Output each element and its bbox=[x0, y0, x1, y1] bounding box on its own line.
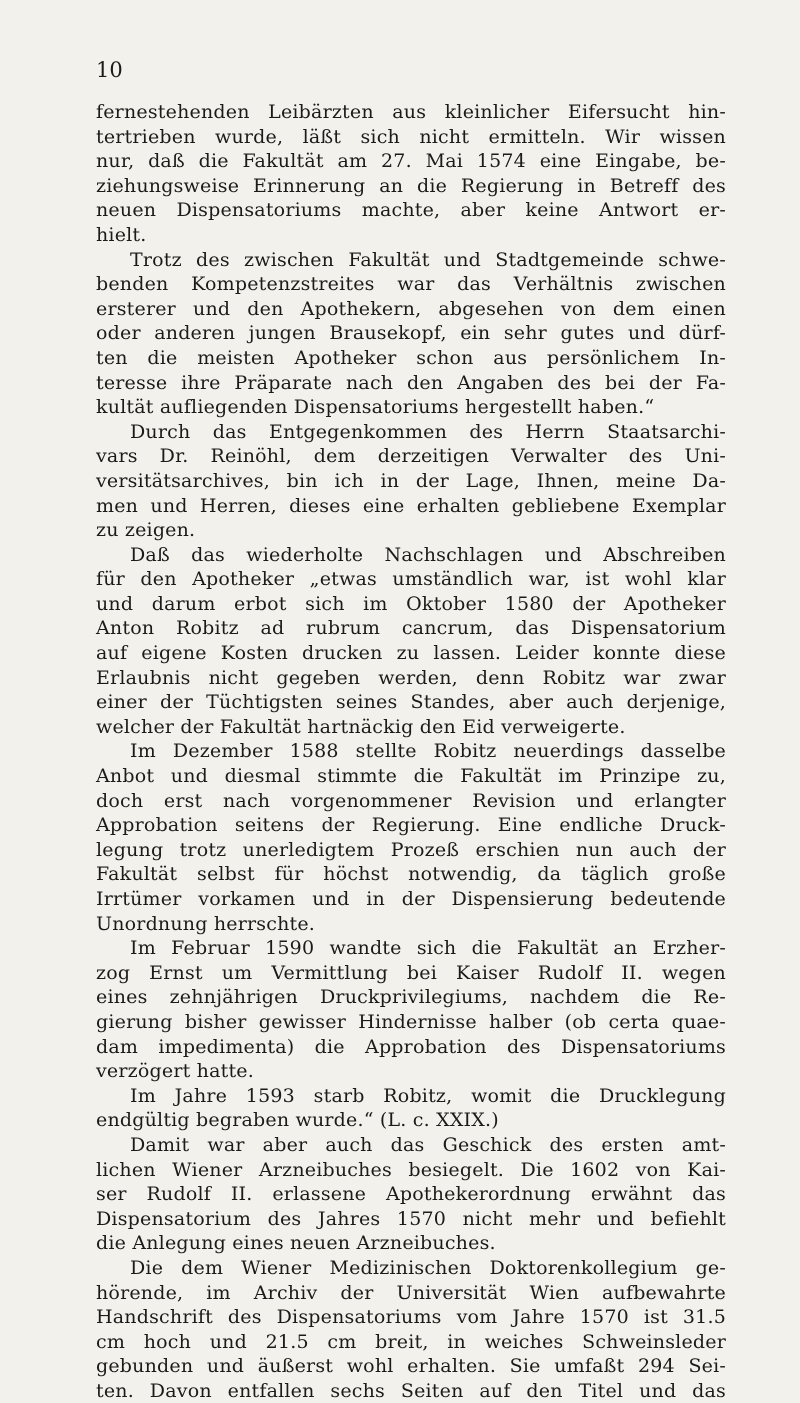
text-line: Die dem Wiener Medizinischen Doktorenkollegium ge- bbox=[130, 1256, 726, 1279]
text-line: hörende, im Archiv der Universität Wien aufbewahrte bbox=[96, 1281, 726, 1304]
text-line: Damit war aber auch das Geschick des ersten amt- bbox=[130, 1133, 726, 1156]
text-line: einer der Tüchtigsten seines Standes, aber auch derjenige, bbox=[96, 691, 726, 714]
text-line: fernestehenden Leibärzten aus kleinlicher Eifersucht hin- bbox=[96, 101, 726, 123]
body-text bbox=[96, 100, 726, 1403]
text-line: Trotz des zwischen Fakultät und Stadtgemeinde schwe- bbox=[130, 248, 726, 271]
text-line: cm hoch und 21.5 cm breit, in weiches Schweinsleder bbox=[96, 1330, 726, 1353]
text-line: Im Februar 1590 wandte sich die Fakultät an Erzher- bbox=[130, 937, 726, 960]
text-line: benden Kompetenzstreites war das Verhältnis zwischen bbox=[96, 273, 726, 296]
text-line: doch erst nach vorgenommener Revision und erlangter bbox=[96, 789, 726, 812]
text-line: auf eigene Kosten drucken zu lassen. Leider konnte diese bbox=[96, 642, 726, 665]
text-line: zog Ernst um Vermittlung bei Kaiser Rudolf II. wegen bbox=[96, 961, 726, 984]
text-line: kultät aufliegenden Dispensatoriums hergestellt haben.“ bbox=[96, 396, 655, 419]
text-line: Irrtümer vorkamen und in der Dispensierung bedeutende bbox=[96, 888, 726, 910]
text-line: Daß das wiederholte Nachschlagen und Abschreiben bbox=[130, 543, 726, 566]
text-line: men und Herren, dieses eine erhalten gebliebene Exemplar bbox=[96, 494, 726, 517]
text-line: und darum erbot sich im Oktober 1580 der Apotheker bbox=[96, 592, 726, 615]
text-line: ziehungsweise Erinnerung an die Regierung in Betreff des bbox=[96, 174, 726, 197]
text-line: Anbot und diesmal stimmte die Fakultät im Prinzipe zu, bbox=[96, 765, 726, 788]
text-line: oder anderen jungen Brausekopf, ein sehr gutes und dürf- bbox=[96, 322, 726, 345]
text-line: Unordnung herrschte. bbox=[96, 912, 316, 935]
text-line: Durch das Entgegenkommen des Herrn Staatsarchi- bbox=[130, 420, 726, 443]
text-line: ten. Davon entfallen sechs Seiten auf den Titel und das bbox=[96, 1379, 726, 1402]
text-line: Anton Robitz ad rubrum cancrum, das Dispensatorium bbox=[96, 617, 726, 640]
text-line: Approbation seitens der Regierung. Eine endliche Druck- bbox=[96, 814, 726, 837]
text-line: Erlaubnis nicht gegeben werden, denn Robitz war zwar bbox=[96, 666, 726, 689]
text-line: Handschrift des Dispensatoriums vom Jahre 1570 ist 31.5 bbox=[96, 1306, 726, 1329]
text-line: legung trotz unerledigtem Prozeß erschien nun auch der bbox=[96, 838, 726, 861]
text-line: Fakultät selbst für höchst notwendig, da täglich große bbox=[96, 863, 726, 886]
text-line: ersterer und den Apothekern, abgesehen von dem einen bbox=[96, 297, 726, 320]
text-line: eines zehnjährigen Druckprivilegiums, nachdem die Re- bbox=[96, 986, 726, 1009]
text-line: zu zeigen. bbox=[96, 519, 196, 542]
text-line: Im Jahre 1593 starb Robitz, womit die Drucklegung bbox=[130, 1084, 726, 1107]
text-line: vars Dr. Reinöhl, dem derzeitigen Verwalter des Uni- bbox=[96, 445, 726, 468]
text-line: die Anlegung eines neuen Arzneibuches. bbox=[96, 1232, 496, 1255]
text-line: verzögert hatte. bbox=[96, 1060, 254, 1083]
text-line: neuen Dispensatoriums machte, aber keine Antwort er- bbox=[96, 199, 726, 222]
text-line: endgültig begraben wurde.“ (L. c. XXIX.) bbox=[96, 1109, 499, 1132]
text-line: für den Apotheker „etwas umständlich war, ist wohl klar bbox=[96, 568, 726, 591]
text-line: gierung bisher gewisser Hindernisse halber (ob certa quae- bbox=[96, 1010, 726, 1033]
text-line: dam impedimenta) die Approbation des Dispensatoriums bbox=[96, 1035, 726, 1058]
text-line: welcher der Fakultät hartnäckig den Eid verweigerte. bbox=[96, 715, 626, 738]
text-line: lichen Wiener Arzneibuches besiegelt. Die 1602 von Kai- bbox=[96, 1158, 726, 1181]
text-line: Dispensatorium des Jahres 1570 nicht mehr und befiehlt bbox=[96, 1207, 726, 1230]
text-line: gebunden und äußerst wohl erhalten. Sie umfaßt 294 Sei- bbox=[96, 1355, 726, 1378]
text-line: versitätsarchives, bin ich in der Lage, Ihnen, meine Da- bbox=[96, 469, 726, 492]
text-line: hielt. bbox=[96, 223, 147, 246]
text-line: tertrieben wurde, läßt sich nicht ermitteln. Wir wissen bbox=[96, 125, 726, 148]
page-number: 10 bbox=[96, 58, 123, 82]
text-line: nur, daß die Fakultät am 27. Mai 1574 eine Eingabe, be- bbox=[96, 150, 726, 173]
text-line: ten die meisten Apotheker schon aus persönlichem In- bbox=[96, 346, 726, 369]
text-line: Im Dezember 1588 stellte Robitz neuerdings dasselbe bbox=[130, 740, 726, 763]
text-line: teresse ihre Präparate nach den Angaben des bei der Fa- bbox=[96, 371, 726, 394]
text-line: ser Rudolf II. erlassene Apothekerordnung erwähnt das bbox=[96, 1183, 726, 1206]
